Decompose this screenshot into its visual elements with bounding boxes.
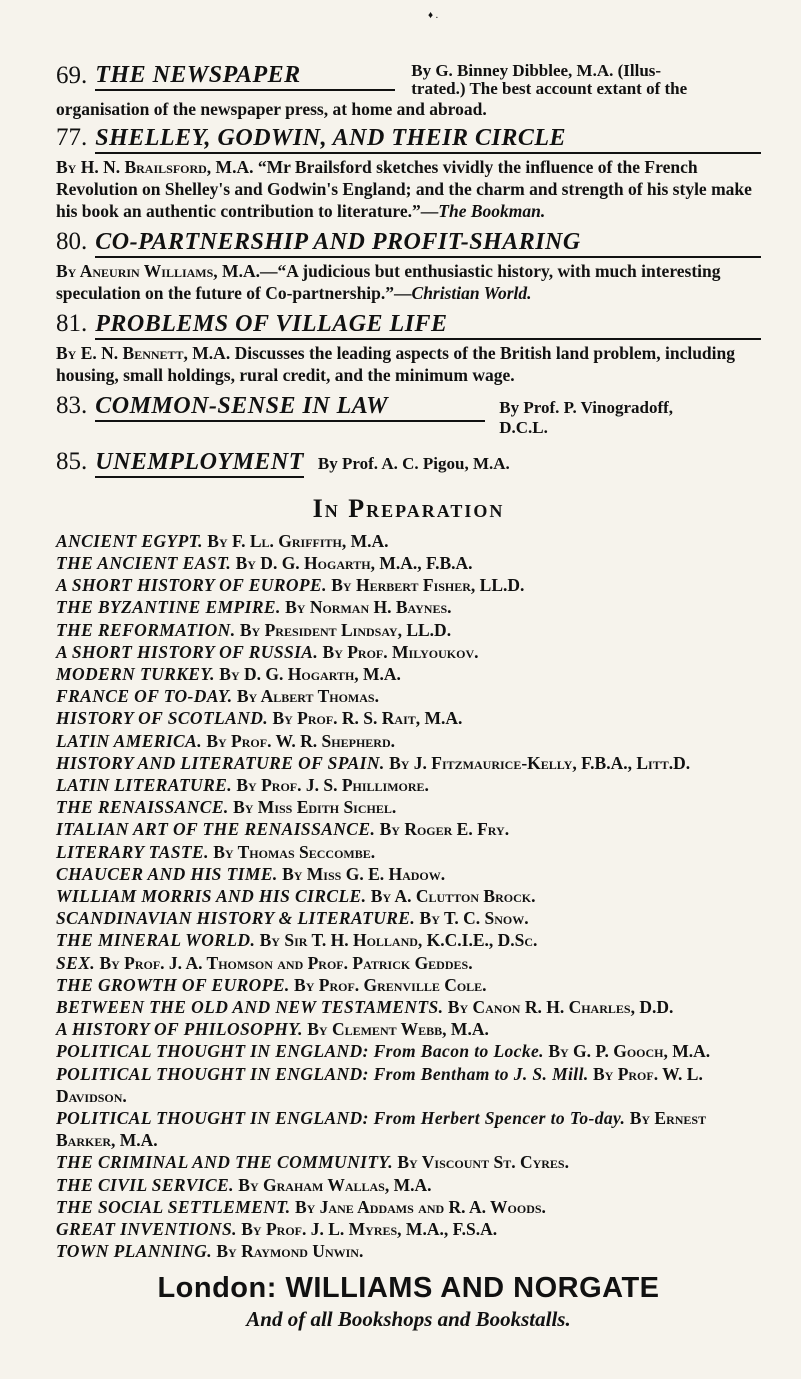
book-title: THE SOCIAL SETTLEMENT. — [56, 1196, 291, 1217]
book-title: POLITICAL THOUGHT IN ENGLAND: From Herbert Spencer to To-day. — [56, 1107, 626, 1128]
preparation-item — [56, 1040, 761, 1062]
book-author: By Thomas Seccombe. — [213, 841, 376, 862]
entry-description — [56, 156, 761, 222]
preparation-item — [56, 1151, 761, 1173]
entry-number: 77. — [56, 123, 88, 151]
entry-source: Christian World. — [411, 282, 532, 303]
book-author: By Miss Edith Sichel. — [233, 797, 397, 818]
book-author: By Clement Webb, M.A. — [307, 1019, 489, 1040]
book-title: THE RENAISSANCE. — [56, 797, 229, 818]
book-title: SCANDINAVIAN HISTORY & LITERATURE. — [56, 908, 416, 929]
entry-title: CO-PARTNERSHIP AND PROFIT-SHARING — [95, 229, 761, 258]
preparation-item — [56, 574, 761, 596]
book-title: MODERN TURKEY. — [56, 663, 215, 684]
book-title: LITERARY TASTE. — [56, 841, 209, 862]
publisher-name: London: WILLIAMS AND NORGATE — [157, 1272, 660, 1305]
preparation-item — [56, 952, 761, 974]
book-title: GREAT INVENTIONS. — [56, 1218, 237, 1239]
book-title: WILLIAM MORRIS AND HIS CIRCLE. — [56, 885, 367, 906]
book-title: THE CIVIL SERVICE. — [56, 1174, 234, 1195]
book-title: BETWEEN THE OLD AND NEW TESTAMENTS. — [56, 996, 444, 1017]
book-author: By Prof. W. L. Davidson. — [56, 1063, 703, 1106]
preparation-item — [56, 1063, 761, 1107]
preparation-item — [56, 1107, 761, 1151]
book-title: TOWN PLANNING. — [56, 1241, 212, 1262]
entry-side-line-1: By G. Binney Dibblee, M.A. (Illus- — [411, 61, 662, 80]
book-title: FRANCE OF TO-DAY. — [56, 686, 233, 707]
book-author: By G. P. Gooch, M.A. — [548, 1041, 711, 1062]
book-author: By Miss G. E. Hadow. — [282, 863, 446, 884]
book-author: By Herbert Fisher, LL.D. — [331, 575, 525, 596]
entry-description: organisation of the newspaper press, at home and abroad. — [56, 98, 487, 119]
preparation-item — [56, 596, 761, 618]
book-author: By Canon R. H. Charles, D.D. — [447, 996, 674, 1017]
preparation-item — [56, 841, 761, 863]
book-title: A SHORT HISTORY OF RUSSIA. — [56, 641, 319, 662]
book-title: THE CRIMINAL AND THE COMMUNITY. — [56, 1152, 393, 1173]
book-author: By Graham Wallas, M.A. — [238, 1174, 432, 1195]
book-author: By Sir T. H. Holland, K.C.I.E., D.Sc. — [259, 930, 538, 951]
entry-description — [56, 342, 761, 386]
book-author: By Ernest Barker, M.A. — [56, 1107, 707, 1151]
book-author: By Prof. Milyoukov. — [322, 641, 479, 662]
preparation-item — [56, 663, 761, 685]
preparation-item — [56, 707, 761, 729]
book-author: By Prof. W. R. Shepherd. — [206, 730, 395, 751]
preparation-item — [56, 1174, 761, 1196]
book-title: LATIN LITERATURE. — [56, 774, 232, 795]
book-title: LATIN AMERICA. — [56, 730, 202, 751]
preparation-item — [56, 730, 761, 752]
book-title: HISTORY OF SCOTLAND. — [56, 708, 269, 729]
book-title: SEX. — [56, 952, 96, 973]
book-author: By Roger E. Fry. — [379, 819, 510, 840]
preparation-item — [56, 752, 761, 774]
book-author: By Jane Addams and R. A. Woods. — [294, 1196, 546, 1217]
entry-author-note — [411, 62, 687, 98]
entry-author: By Aneurin Williams, M.A. — [56, 260, 260, 281]
book-author: By D. G. Hogarth, M.A. — [219, 663, 401, 684]
print-mark: ♦ . — [428, 10, 439, 21]
book-title: THE ANCIENT EAST. — [56, 552, 232, 573]
book-title: HISTORY AND LITERATURE OF SPAIN. — [56, 752, 385, 773]
book-title: POLITICAL THOUGHT IN ENGLAND: From Bentham to J. S. Mill. — [56, 1063, 589, 1084]
entry-side-line-1: By Prof. P. Vinogradoff, — [499, 397, 674, 417]
entry-author: By E. N. Bennett, M.A. — [56, 342, 231, 363]
book-author: By Prof. R. S. Rait, M.A. — [272, 708, 463, 729]
entry-quote: —“A judicious but enthusiastic history, with much interesting speculation on the future of Co-partnership.”— — [56, 260, 721, 303]
entry-85 — [56, 448, 761, 478]
preparation-item — [56, 1018, 761, 1040]
entry-title: SHELLEY, GODWIN, AND THEIR CIRCLE — [95, 125, 761, 154]
book-author: By Prof. J. S. Phillimore. — [236, 774, 429, 795]
entry-side-line-2: trated.) The best account extant of the — [411, 78, 688, 98]
preparation-item — [56, 907, 761, 929]
entry-77 — [56, 124, 761, 222]
preparation-item — [56, 974, 761, 996]
book-author: By Prof. J. A. Thomson and Prof. Patrick Geddes. — [99, 952, 473, 973]
book-author: By D. G. Hogarth, M.A., F.B.A. — [235, 552, 473, 573]
book-title: THE GROWTH OF EUROPE. — [56, 974, 290, 995]
preparation-item — [56, 885, 761, 907]
preparation-item — [56, 996, 761, 1018]
book-title: ANCIENT EGYPT. — [56, 530, 203, 551]
preparation-item — [56, 929, 761, 951]
entry-80 — [56, 228, 761, 304]
book-author: By Viscount St. Cyres. — [397, 1152, 569, 1173]
entry-summary: Discusses the leading aspects of the British land problem, including housing, small holdings, rural credit, and the minimum wage. — [56, 342, 736, 385]
entry-side-line-2: D.C.L. — [499, 417, 548, 437]
preparation-item — [56, 1218, 761, 1240]
book-title: CHAUCER AND HIS TIME. — [56, 863, 278, 884]
entry-number: 80. — [56, 227, 88, 255]
preparation-list — [56, 530, 761, 1263]
book-author: By F. Ll. Griffith, M.A. — [207, 530, 389, 551]
book-author: By Prof. J. L. Myres, M.A., F.S.A. — [241, 1218, 498, 1239]
entry-title: THE NEWSPAPER — [95, 62, 395, 91]
entry-author-note: By Prof. A. C. Pigou, M.A. — [317, 453, 510, 473]
book-title: THE BYZANTINE EMPIRE. — [56, 597, 281, 618]
book-author: By Prof. Grenville Cole. — [294, 974, 487, 995]
book-title: A SHORT HISTORY OF EUROPE. — [56, 575, 327, 596]
entry-author: By H. N. Brailsford, M.A. — [56, 156, 254, 177]
preparation-item — [56, 1240, 761, 1262]
entry-83 — [56, 392, 761, 438]
entry-number: 85. — [56, 447, 88, 475]
book-author: By A. Clutton Brock. — [370, 885, 536, 906]
book-title: ITALIAN ART OF THE RENAISSANCE. — [56, 819, 376, 840]
preparation-item — [56, 552, 761, 574]
entry-number: 69. — [56, 62, 88, 89]
book-author: By T. C. Snow. — [419, 908, 529, 929]
book-author: By Raymond Unwin. — [216, 1241, 364, 1262]
book-title: THE REFORMATION. — [56, 619, 236, 640]
entry-title: PROBLEMS OF VILLAGE LIFE — [95, 311, 761, 340]
preparation-item — [56, 796, 761, 818]
book-title: POLITICAL THOUGHT IN ENGLAND: From Bacon to Locke. — [56, 1041, 544, 1062]
entry-source: The Bookman. — [438, 200, 546, 221]
entry-quote: “Mr Brailsford sketches vividly the influence of the French Revolution on Shelley's and Godwin's England; and the charm and strength of his style make his book an authentic contribution to literature.”— — [56, 156, 752, 221]
entry-title: COMMON-SENSE IN LAW — [95, 393, 485, 422]
entry-description — [56, 260, 761, 304]
book-author: By J. Fitzmaurice-Kelly, F.B.A., Litt.D. — [389, 752, 691, 773]
entry-title: UNEMPLOYMENT — [95, 449, 304, 478]
preparation-item — [56, 774, 761, 796]
book-author: By President Lindsay, LL.D. — [239, 619, 452, 640]
book-author: By Albert Thomas. — [236, 686, 379, 707]
preparation-item — [56, 641, 761, 663]
preparation-item — [56, 1196, 761, 1218]
preparation-item — [56, 818, 761, 840]
preparation-item — [56, 619, 761, 641]
book-title: A HISTORY OF PHILOSOPHY. — [56, 1019, 303, 1040]
entry-number: 81. — [56, 309, 88, 337]
book-title: THE MINERAL WORLD. — [56, 930, 256, 951]
section-heading: In Preparation — [312, 493, 505, 523]
bookshops-line: And of all Bookshops and Bookstalls. — [246, 1307, 571, 1332]
preparation-item — [56, 685, 761, 707]
book-author: By Norman H. Baynes. — [285, 597, 452, 618]
entry-81 — [56, 310, 761, 386]
entry-author-note — [499, 398, 673, 438]
publisher-footer — [56, 1272, 761, 1332]
preparation-item — [56, 530, 761, 552]
entry-69 — [56, 62, 761, 120]
preparation-item — [56, 863, 761, 885]
entry-number: 83. — [56, 391, 88, 419]
